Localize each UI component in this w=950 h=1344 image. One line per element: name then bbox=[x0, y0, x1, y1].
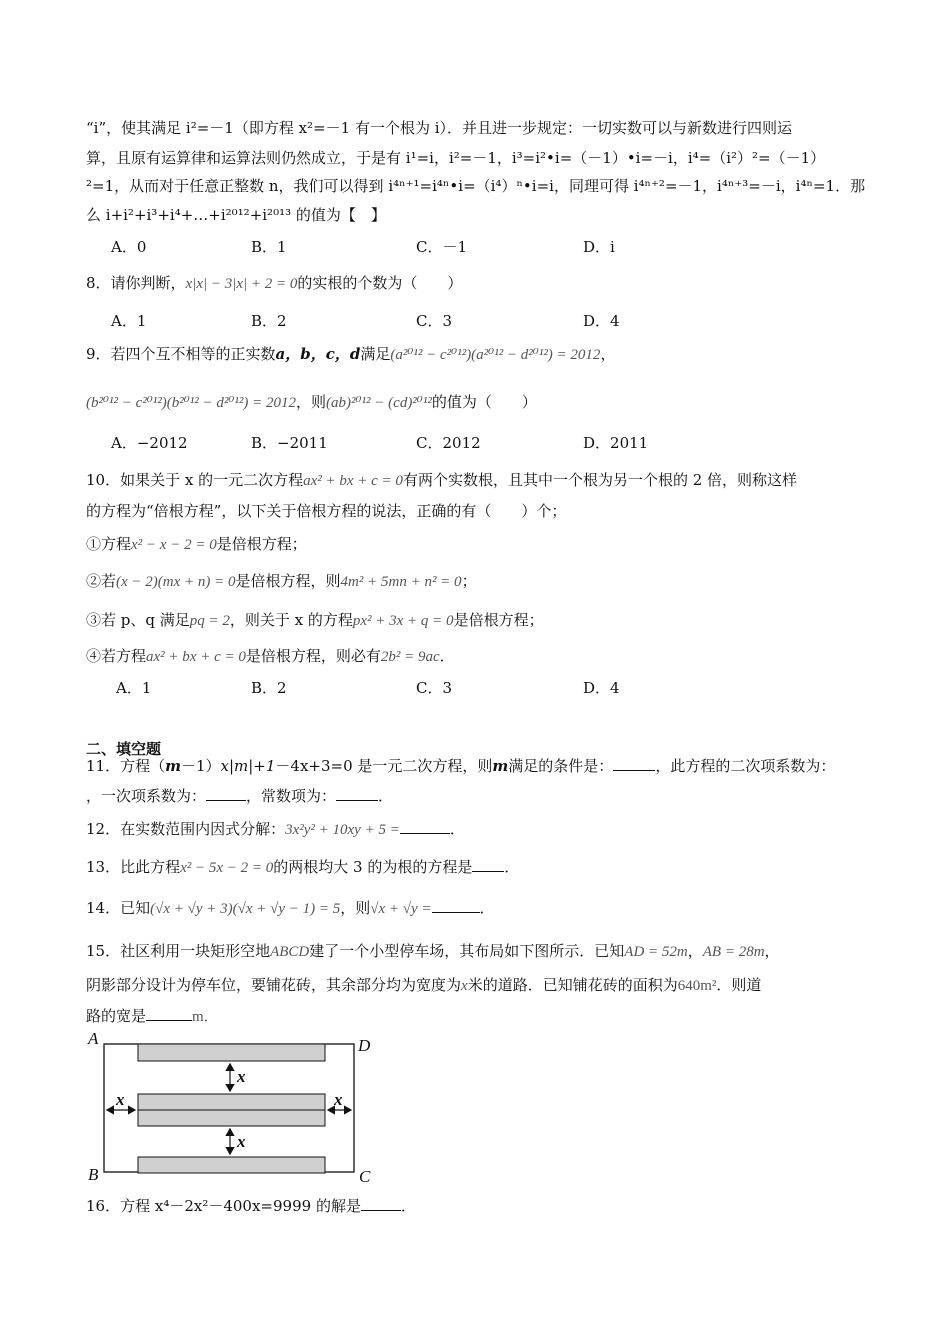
q9-prefix: 9．若四个互不相等的正实数 bbox=[86, 345, 276, 363]
q12-end: ． bbox=[449, 820, 465, 838]
q8-options bbox=[111, 311, 811, 331]
q10-s1-end: 是倍根方程； bbox=[216, 535, 307, 553]
q15-x: x bbox=[461, 978, 468, 994]
q11-t3: －4x+3=0 是一元二次方程，则 bbox=[275, 757, 493, 775]
parking-strip-middle-upper bbox=[138, 1094, 325, 1110]
q13-equation: x² − 5x − 2 = 0 bbox=[180, 860, 274, 876]
q11-xm: x|m|+1 bbox=[220, 757, 276, 775]
q15-t6: 路的宽是 bbox=[86, 1007, 147, 1025]
q11-m2: m bbox=[492, 757, 509, 775]
q11-t8: ． bbox=[378, 787, 394, 805]
q15-blank[interactable] bbox=[146, 1006, 192, 1021]
q9-options bbox=[111, 433, 811, 453]
q7-line2: 算，且原有运算律和运算法则仍然成立，于是有 i¹=i，i²=－1，i³=i²•i=（－1）•i=－i，i⁴=（i²）²=（－1） bbox=[86, 149, 826, 167]
q9-target-expr: (ab)²⁰¹² − (cd)²⁰¹² bbox=[326, 395, 432, 411]
q15-abcd: ABCD bbox=[270, 944, 310, 960]
q9-mid: 满足 bbox=[360, 345, 391, 363]
q15-area: 640m² bbox=[677, 978, 717, 994]
q9-option-c[interactable]: C．2012 bbox=[416, 434, 481, 452]
q8-option-a[interactable]: A．1 bbox=[111, 312, 147, 330]
q10-statement-2 bbox=[86, 571, 477, 592]
q10-option-a[interactable]: A．1 bbox=[116, 679, 152, 697]
q13-end: ． bbox=[504, 858, 520, 876]
q10-text-1: 10．如果关于 x 的一元二次方程 bbox=[86, 471, 304, 489]
q7-line4: 么 i+i²+i³+i⁴+…+i²⁰¹²+i²⁰¹³ 的值为【 】 bbox=[86, 206, 386, 224]
q10-s3-text: ③若 p、q 满足 bbox=[86, 611, 190, 629]
parking-lot-diagram bbox=[86, 1030, 386, 1182]
q10-s1-eq: x² − x − 2 = 0 bbox=[131, 537, 217, 553]
q10-s3-end: 是倍根方程； bbox=[453, 611, 544, 629]
q10-options bbox=[111, 678, 811, 698]
q10-option-d[interactable]: D．4 bbox=[583, 679, 620, 697]
q9-condition-2: (b²⁰¹² − c²⁰¹²)(b²⁰¹² − d²⁰¹²) = 2012 bbox=[86, 395, 297, 411]
q9-option-a[interactable]: A．−2012 bbox=[111, 434, 188, 452]
road-label-bottom: x bbox=[237, 1132, 246, 1151]
q14-mid: ，则 bbox=[340, 899, 371, 917]
q10-statement-1 bbox=[86, 534, 307, 555]
q10-s1-text: ①方程 bbox=[86, 535, 132, 553]
q15-t5: ．则道 bbox=[716, 976, 762, 994]
q11-blank-2[interactable] bbox=[206, 786, 246, 801]
q14-blank[interactable] bbox=[432, 898, 480, 913]
section-heading: 二、填空题 bbox=[86, 740, 162, 758]
vertex-label-d: D bbox=[358, 1036, 371, 1055]
q10-s4-eq2: 2b² = 9ac bbox=[380, 649, 440, 665]
q10-s3-mid: ，则关于 x 的方程 bbox=[229, 611, 353, 629]
vertex-label-c: C bbox=[359, 1167, 371, 1182]
q15-t2: 建了一个小型停车场，其布局如下图所示．已知 bbox=[309, 942, 625, 960]
q11-t2: －1） bbox=[180, 757, 221, 775]
q14-prefix: 14．已知 bbox=[86, 899, 151, 917]
q10-s2-mid: 是倍根方程，则 bbox=[235, 572, 341, 590]
q9-option-d[interactable]: D．2011 bbox=[583, 434, 649, 452]
q16-prefix: 16．方程 x⁴－2x²－400x=9999 的解是 bbox=[86, 1197, 361, 1215]
q14-end: ． bbox=[479, 899, 495, 917]
q8-suffix: 的实根的个数为（ ） bbox=[297, 274, 463, 292]
q11-t5: ，此方程的二次项系数为： bbox=[655, 757, 836, 775]
q10-s2-text: ②若 bbox=[86, 572, 117, 590]
parking-strip-middle-lower bbox=[138, 1110, 325, 1126]
q8-equation: x|x| − 3|x| + 2 = 0 bbox=[185, 276, 298, 292]
vertex-label-a: A bbox=[88, 1030, 99, 1048]
q16-end: ． bbox=[400, 1197, 416, 1215]
q7-line3: ²=1，从而对于任意正整数 n，我们可以得到 i⁴ⁿ⁺¹=i⁴ⁿ•i=（i⁴）ⁿ•i=i，同理可得 i⁴ⁿ⁺²=－1，i⁴ⁿ⁺³=－i，i⁴ⁿ=1．那 bbox=[86, 177, 866, 195]
q15-t1: 15．社区利用一块矩形空地 bbox=[86, 942, 271, 960]
q9-condition-1: (a²⁰¹² − c²⁰¹²)(a²⁰¹² − d²⁰¹²) = 2012 bbox=[390, 347, 601, 363]
q13-suffix: 的两根均大 3 的为根的方程是 bbox=[273, 858, 473, 876]
q14-line bbox=[86, 898, 495, 919]
q15-unit: m． bbox=[192, 1009, 219, 1025]
road-label-right: x bbox=[334, 1090, 343, 1109]
q15-ab: AB = 28m bbox=[702, 944, 765, 960]
q10-s3-eq2: px² + 3x + q = 0 bbox=[352, 613, 454, 629]
q8-option-c[interactable]: C．3 bbox=[416, 312, 453, 330]
q14-condition: (√x + √y + 3)(√x + √y − 1) = 5 bbox=[150, 901, 341, 917]
q7-option-a[interactable]: A．0 bbox=[111, 238, 147, 256]
q11-t4: 满足的条件是： bbox=[508, 757, 614, 775]
q12-line bbox=[86, 819, 465, 840]
q10-line2: 的方程为“倍根方程”，以下关于倍根方程的说法，正确的有（ ）个； bbox=[86, 502, 567, 520]
q7-option-c[interactable]: C．－1 bbox=[416, 238, 468, 256]
q11-t1: 11．方程（ bbox=[86, 757, 166, 775]
q15-t3: 阴影部分设计为停车位，要铺花砖，其余部分均为宽度为 bbox=[86, 976, 462, 994]
q11-t7: ，常数项为： bbox=[246, 787, 337, 805]
q16-blank[interactable] bbox=[361, 1196, 401, 1211]
q10-s2-eq: (x − 2)(mx + n) = 0 bbox=[116, 574, 236, 590]
q16-line bbox=[86, 1196, 416, 1216]
road-label-left: x bbox=[116, 1090, 125, 1109]
q14-target: √x + √y = bbox=[370, 901, 432, 917]
q10-s4-mid: 是倍根方程，则必有 bbox=[245, 647, 381, 665]
q9-line2 bbox=[86, 392, 537, 413]
vertex-label-b: B bbox=[88, 1165, 99, 1182]
q10-s4-eq: ax² + bx + c = 0 bbox=[146, 649, 246, 665]
q11-line2 bbox=[86, 786, 393, 806]
q11-line1 bbox=[86, 756, 835, 776]
q15-ad: AD = 52m bbox=[624, 944, 688, 960]
q9-suffix: 的值为（ ） bbox=[431, 393, 537, 411]
q10-s3-eq: pq = 2 bbox=[189, 613, 230, 629]
q9-option-b[interactable]: B．−2011 bbox=[251, 434, 328, 452]
q10-option-b[interactable]: B．2 bbox=[251, 679, 287, 697]
q10-statement-3 bbox=[86, 610, 544, 631]
q12-expression: 3x²y² + 10xy + 5 = bbox=[285, 822, 400, 838]
q7-line1: “i”，使其满足 i²=－1（即方程 x²=－1 有一个根为 i）．并且进一步规定：一切实数可以与新数进行四则运 bbox=[86, 119, 793, 137]
q15-line2 bbox=[86, 975, 761, 996]
q8-prefix: 8．请你判断， bbox=[86, 274, 186, 292]
q7-option-b[interactable]: B．1 bbox=[251, 238, 287, 256]
q8-option-b[interactable]: B．2 bbox=[251, 312, 287, 330]
parking-strip-top bbox=[138, 1044, 325, 1061]
q10-s2-end: ； bbox=[461, 572, 477, 590]
q10-statement-4 bbox=[86, 646, 455, 667]
q10-line1 bbox=[86, 470, 797, 491]
q9-vars: a，b，c，d bbox=[275, 345, 361, 363]
q10-s2-eq2: 4m² + 5mn + n² = 0 bbox=[340, 574, 462, 590]
q7-options bbox=[111, 237, 811, 257]
q11-t6: ，一次项系数为： bbox=[86, 787, 207, 805]
q8-option-d[interactable]: D．4 bbox=[583, 312, 620, 330]
q15-line3 bbox=[86, 1006, 219, 1027]
q11-blank-3[interactable] bbox=[336, 786, 378, 801]
q12-prefix: 12．在实数范围内因式分解： bbox=[86, 820, 286, 838]
q13-prefix: 13．比此方程 bbox=[86, 858, 181, 876]
q10-s4-text: ④若方程 bbox=[86, 647, 147, 665]
q10-s4-end: ． bbox=[439, 647, 455, 665]
q10-text-2: 有两个实数根，且其中一个根为另一个根的 2 倍，则称这样 bbox=[402, 471, 798, 489]
q10-equation: ax² + bx + c = 0 bbox=[303, 473, 403, 489]
q10-option-c[interactable]: C．3 bbox=[416, 679, 453, 697]
q8-stem bbox=[86, 273, 462, 294]
q15-t4: 米的道路．已知铺花砖的面积为 bbox=[467, 976, 678, 994]
q11-m: m bbox=[165, 757, 181, 775]
q9-line1: 9．若四个互不相等的正实数a，b，c，d满足(a²⁰¹² − c²⁰¹²)(a²⁰¹² − d²⁰¹²) = 2012， bbox=[86, 345, 616, 363]
road-label-top: x bbox=[237, 1067, 246, 1086]
q15-line1: 15．社区利用一块矩形空地ABCD建了一个小型停车场，其布局如下图所示．已知AD = 52m，AB = 28m， bbox=[86, 942, 780, 960]
q13-line bbox=[86, 857, 519, 878]
q7-option-d[interactable]: D．i bbox=[583, 238, 615, 256]
q9-mid2: ，则 bbox=[296, 393, 327, 411]
q12-blank[interactable] bbox=[400, 819, 450, 834]
parking-strip-bottom bbox=[138, 1157, 325, 1173]
q13-blank[interactable] bbox=[472, 857, 504, 872]
q11-blank-1[interactable] bbox=[613, 756, 655, 771]
